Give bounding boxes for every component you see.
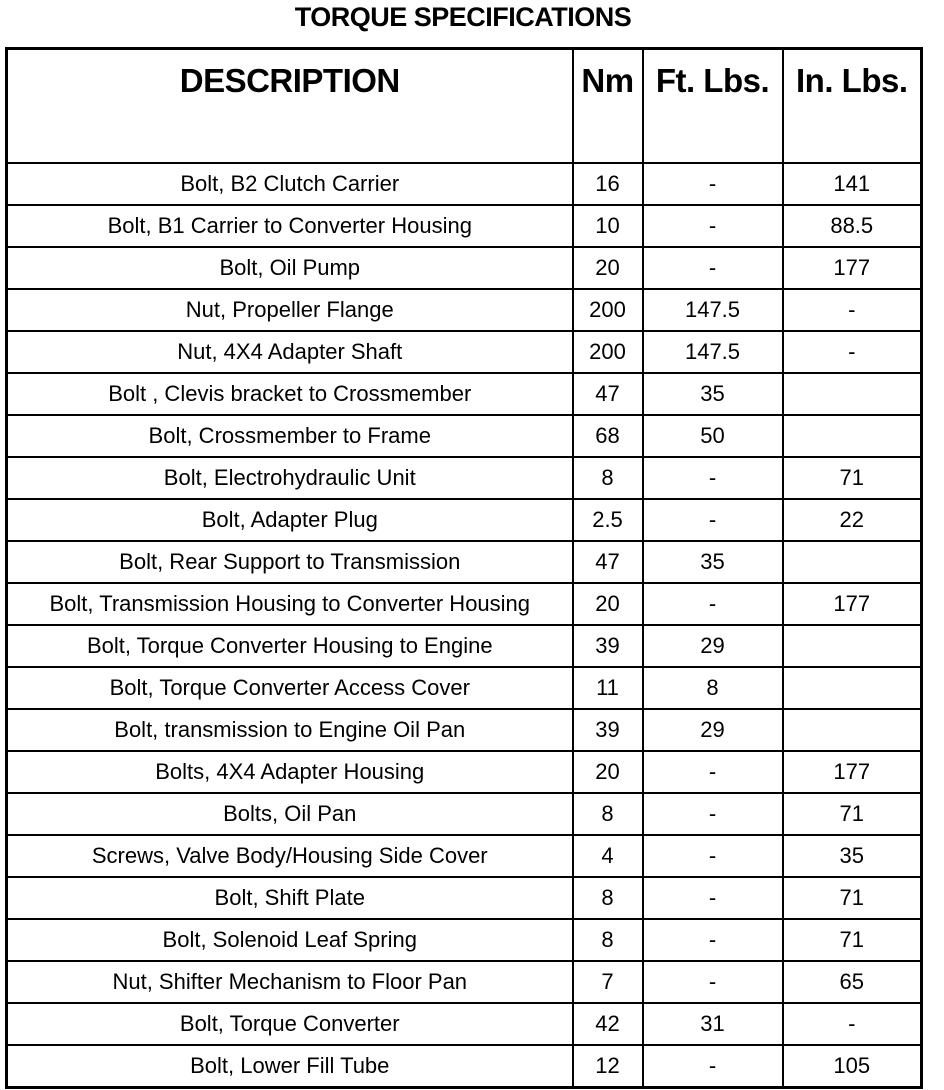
ft-lbs-cell: -: [643, 835, 783, 877]
description-cell: Bolt, Rear Support to Transmission: [7, 541, 573, 583]
ft-lbs-cell: 50: [643, 415, 783, 457]
table-row: [7, 247, 922, 289]
description-cell: Bolt, Torque Converter Access Cover: [7, 667, 573, 709]
table-row: [7, 835, 922, 877]
ft-lbs-cell: -: [643, 961, 783, 1003]
in-lbs-cell: 35: [783, 835, 922, 877]
in-lbs-cell: [783, 373, 922, 415]
description-cell: Bolt, Oil Pump: [7, 247, 573, 289]
in-lbs-cell: 88.5: [783, 205, 922, 247]
table-row: [7, 877, 922, 919]
nm-cell: 10: [573, 205, 643, 247]
nm-cell: 39: [573, 709, 643, 751]
nm-cell: 42: [573, 1003, 643, 1045]
description-cell: Bolt , Clevis bracket to Crossmember: [7, 373, 573, 415]
description-cell: Bolt, Crossmember to Frame: [7, 415, 573, 457]
in-lbs-cell: [783, 415, 922, 457]
header-description: DESCRIPTION: [7, 49, 573, 164]
nm-cell: 200: [573, 289, 643, 331]
header-ft-lbs: Ft. Lbs.: [643, 49, 783, 164]
nm-cell: 2.5: [573, 499, 643, 541]
ft-lbs-cell: -: [643, 919, 783, 961]
table-row: [7, 289, 922, 331]
ft-lbs-cell: 8: [643, 667, 783, 709]
in-lbs-cell: 177: [783, 751, 922, 793]
description-cell: Bolt, transmission to Engine Oil Pan: [7, 709, 573, 751]
in-lbs-cell: 71: [783, 919, 922, 961]
table-body: [7, 163, 922, 1088]
nm-cell: 200: [573, 331, 643, 373]
description-cell: Bolt, Transmission Housing to Converter Housing: [7, 583, 573, 625]
ft-lbs-cell: 147.5: [643, 289, 783, 331]
ft-lbs-cell: 35: [643, 373, 783, 415]
in-lbs-cell: 141: [783, 163, 922, 205]
description-cell: Bolt, Shift Plate: [7, 877, 573, 919]
description-cell: Bolt, B1 Carrier to Converter Housing: [7, 205, 573, 247]
page-title: TORQUE SPECIFICATIONS: [294, 2, 632, 32]
description-cell: Bolt, Torque Converter: [7, 1003, 573, 1045]
description-cell: Nut, Shifter Mechanism to Floor Pan: [7, 961, 573, 1003]
table-row: [7, 205, 922, 247]
table-row: [7, 961, 922, 1003]
ft-lbs-cell: -: [643, 1045, 783, 1088]
description-cell: Screws, Valve Body/Housing Side Cover: [7, 835, 573, 877]
description-cell: Nut, Propeller Flange: [7, 289, 573, 331]
table-row: [7, 415, 922, 457]
table-row: [7, 709, 922, 751]
header-row: [7, 49, 922, 164]
in-lbs-cell: 22: [783, 499, 922, 541]
ft-lbs-cell: -: [643, 583, 783, 625]
in-lbs-cell: 71: [783, 877, 922, 919]
ft-lbs-cell: -: [643, 205, 783, 247]
table-row: [7, 751, 922, 793]
nm-cell: 11: [573, 667, 643, 709]
in-lbs-cell: -: [783, 331, 922, 373]
table-row: [7, 667, 922, 709]
ft-lbs-cell: -: [643, 457, 783, 499]
ft-lbs-cell: 29: [643, 625, 783, 667]
in-lbs-cell: [783, 625, 922, 667]
table-row: [7, 583, 922, 625]
table-row: [7, 457, 922, 499]
ft-lbs-cell: 31: [643, 1003, 783, 1045]
nm-cell: 8: [573, 877, 643, 919]
description-cell: Bolt, Electrohydraulic Unit: [7, 457, 573, 499]
in-lbs-cell: 65: [783, 961, 922, 1003]
table-row: [7, 793, 922, 835]
nm-cell: 8: [573, 793, 643, 835]
nm-cell: 4: [573, 835, 643, 877]
nm-cell: 47: [573, 373, 643, 415]
header-nm: Nm: [573, 49, 643, 164]
table-row: [7, 373, 922, 415]
table-row: [7, 1045, 922, 1088]
table-row: [7, 625, 922, 667]
in-lbs-cell: 105: [783, 1045, 922, 1088]
in-lbs-cell: 71: [783, 793, 922, 835]
description-cell: Bolt, Lower Fill Tube: [7, 1045, 573, 1088]
nm-cell: 20: [573, 583, 643, 625]
nm-cell: 20: [573, 751, 643, 793]
in-lbs-cell: 71: [783, 457, 922, 499]
ft-lbs-cell: 35: [643, 541, 783, 583]
ft-lbs-cell: -: [643, 499, 783, 541]
ft-lbs-cell: 147.5: [643, 331, 783, 373]
description-cell: Bolt, Torque Converter Housing to Engine: [7, 625, 573, 667]
table-row: [7, 919, 922, 961]
description-cell: Bolts, 4X4 Adapter Housing: [7, 751, 573, 793]
in-lbs-cell: -: [783, 289, 922, 331]
table-row: [7, 163, 922, 205]
nm-cell: 7: [573, 961, 643, 1003]
table-row: [7, 541, 922, 583]
description-cell: Nut, 4X4 Adapter Shaft: [7, 331, 573, 373]
in-lbs-cell: [783, 541, 922, 583]
table-row: [7, 1003, 922, 1045]
nm-cell: 8: [573, 919, 643, 961]
nm-cell: 68: [573, 415, 643, 457]
nm-cell: 16: [573, 163, 643, 205]
ft-lbs-cell: -: [643, 163, 783, 205]
description-cell: Bolts, Oil Pan: [7, 793, 573, 835]
ft-lbs-cell: -: [643, 877, 783, 919]
nm-cell: 39: [573, 625, 643, 667]
nm-cell: 8: [573, 457, 643, 499]
ft-lbs-cell: -: [643, 247, 783, 289]
ft-lbs-cell: -: [643, 751, 783, 793]
in-lbs-cell: -: [783, 1003, 922, 1045]
nm-cell: 12: [573, 1045, 643, 1088]
nm-cell: 20: [573, 247, 643, 289]
table-row: [7, 331, 922, 373]
in-lbs-cell: 177: [783, 247, 922, 289]
in-lbs-cell: [783, 667, 922, 709]
ft-lbs-cell: -: [643, 793, 783, 835]
torque-spec-table: [5, 47, 923, 1089]
in-lbs-cell: [783, 709, 922, 751]
ft-lbs-cell: 29: [643, 709, 783, 751]
in-lbs-cell: 177: [783, 583, 922, 625]
nm-cell: 47: [573, 541, 643, 583]
table-row: [7, 499, 922, 541]
description-cell: Bolt, Solenoid Leaf Spring: [7, 919, 573, 961]
header-in-lbs: In. Lbs.: [783, 49, 922, 164]
description-cell: Bolt, Adapter Plug: [7, 499, 573, 541]
description-cell: Bolt, B2 Clutch Carrier: [7, 163, 573, 205]
